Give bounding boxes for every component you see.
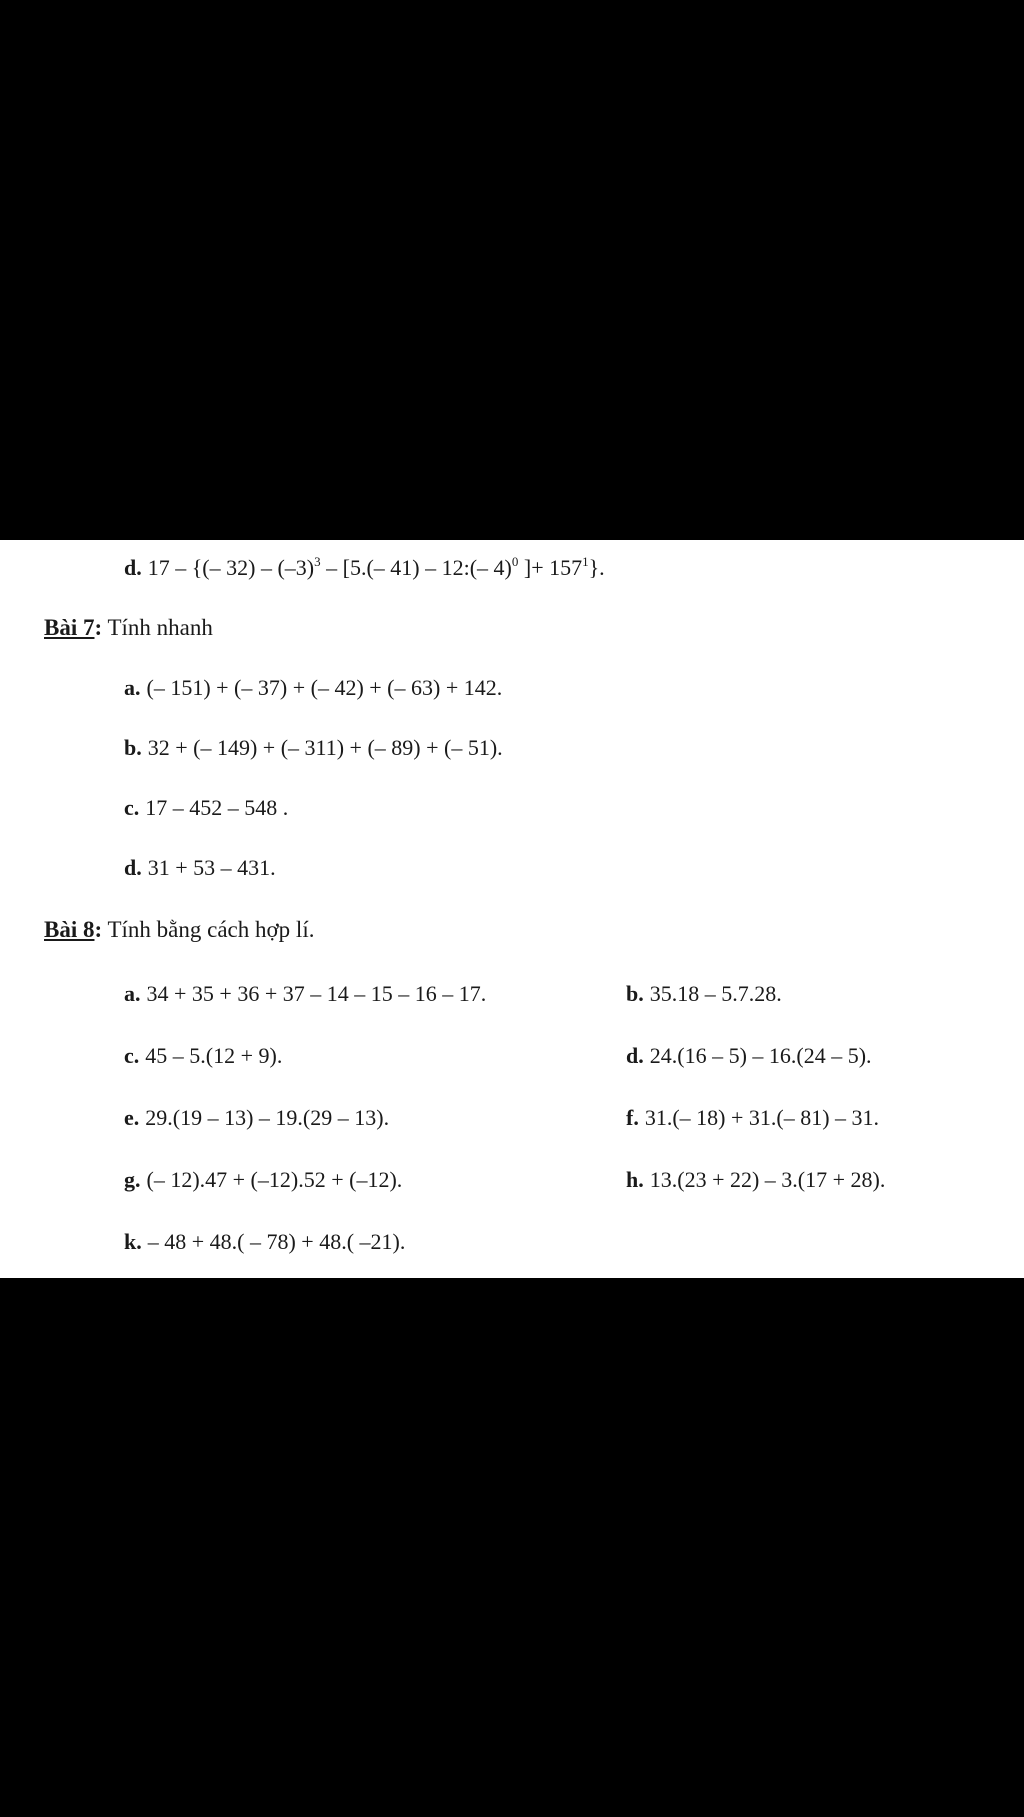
item-expression: 17 – 452 – 548 .	[145, 795, 289, 820]
exercise-6d	[124, 554, 605, 582]
bai8-text: Tính bằng cách hợp lí.	[102, 917, 315, 942]
bai7-item-c	[124, 794, 288, 822]
item-label: k.	[124, 1229, 142, 1254]
item-expression: 29.(19 – 13) – 19.(29 – 13).	[145, 1105, 390, 1130]
item-expression: 35.18 – 5.7.28.	[649, 981, 782, 1006]
item-label: d.	[124, 855, 142, 880]
item-label: g.	[124, 1167, 141, 1192]
item-label: b.	[124, 735, 142, 760]
item-expression: 31.(– 18) + 31.(– 81) – 31.	[644, 1105, 880, 1130]
bai7-heading	[44, 614, 213, 642]
bai8-item-b	[626, 980, 782, 1008]
item-label: d.	[124, 555, 142, 580]
item-label: c.	[124, 795, 140, 820]
expr-part-4: }.	[588, 555, 605, 580]
exponent-3: 1	[582, 554, 589, 569]
exponent-2: 0	[511, 554, 519, 569]
item-label: b.	[626, 981, 644, 1006]
item-label: c.	[124, 1043, 140, 1068]
bai8-item-f	[626, 1104, 879, 1132]
item-label: e.	[124, 1105, 140, 1130]
bai8-item-c	[124, 1042, 282, 1070]
item-label: f.	[626, 1105, 639, 1130]
expr-part-1: 17 – {(– 32) – (–3)	[147, 555, 315, 580]
exponent-1: 3	[314, 554, 321, 569]
item-expression: (– 151) + (– 37) + (– 42) + (– 63) + 142.	[146, 675, 503, 700]
document-page	[0, 540, 1024, 1278]
item-expression: 24.(16 – 5) – 16.(24 – 5).	[649, 1043, 872, 1068]
bai8-title: Bài 8	[44, 917, 95, 942]
item-expression: 34 + 35 + 36 + 37 – 14 – 15 – 16 – 17.	[146, 981, 487, 1006]
item-label: a.	[124, 981, 141, 1006]
expr-part-3: ]+ 157	[518, 555, 583, 580]
bai8-item-g	[124, 1166, 402, 1194]
item-expression: 13.(23 + 22) – 3.(17 + 28).	[649, 1167, 886, 1192]
item-expression: 45 – 5.(12 + 9).	[145, 1043, 283, 1068]
item-label: d.	[626, 1043, 644, 1068]
item-expression: – 48 + 48.( – 78) + 48.( –21).	[147, 1229, 406, 1254]
black-band-bottom	[0, 1278, 1024, 1817]
bai8-colon: :	[94, 917, 103, 942]
bai8-heading	[44, 916, 314, 944]
expr-part-2: – [5.(– 41) – 12:(– 4)	[320, 555, 512, 580]
item-label: a.	[124, 675, 141, 700]
item-expression: (– 12).47 + (–12).52 + (–12).	[146, 1167, 403, 1192]
bai7-colon: :	[94, 615, 103, 640]
item-expression: 31 + 53 – 431.	[147, 855, 276, 880]
bai7-text: Tính nhanh	[102, 615, 213, 640]
bai8-item-a	[124, 980, 486, 1008]
bai8-item-h	[626, 1166, 885, 1194]
item-expression: 32 + (– 149) + (– 311) + (– 89) + (– 51).	[147, 735, 503, 760]
bai7-item-d	[124, 854, 276, 882]
bai7-item-b	[124, 734, 503, 762]
bai8-item-e	[124, 1104, 389, 1132]
item-label: h.	[626, 1167, 644, 1192]
black-band-top	[0, 0, 1024, 540]
bai7-title: Bài 7	[44, 615, 95, 640]
bai8-item-k	[124, 1228, 405, 1256]
bai7-item-a	[124, 674, 502, 702]
bai8-item-d	[626, 1042, 872, 1070]
